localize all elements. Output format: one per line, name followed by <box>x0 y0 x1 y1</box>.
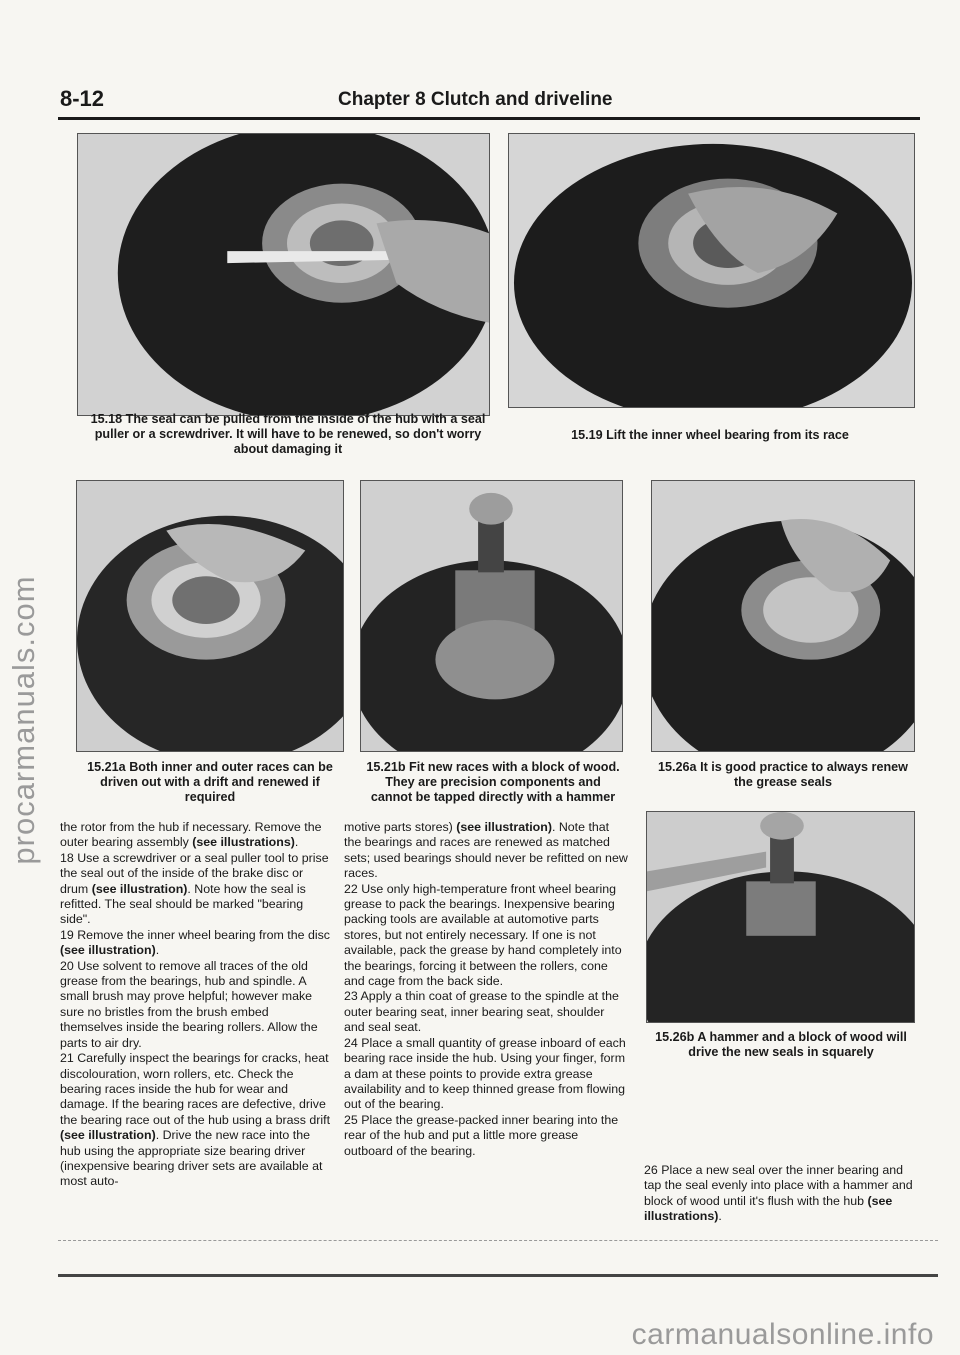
caption-text: Both inner and outer races can be driven out with a drift and renewed if required <box>100 760 333 804</box>
caption-text: Fit new races with a block of wood. They are precision components and cannot be tapped directly with a hammer <box>370 760 620 804</box>
caption-number: 15.21b <box>366 760 406 774</box>
footer-rule <box>58 1274 938 1277</box>
caption-text: A hammer and a block of wood will drive the new seals in squarely <box>688 1030 907 1059</box>
paragraph: 22 Use only high-temperature front wheel bearing grease to pack the bearings. Inexpensive bearing packing tools are available at automotive parts stores, but not entirely necessary. If one is not available, pack the grease by hand completely into the bearings, forcing it between the rollers, cone and cage from the back side. <box>344 881 622 989</box>
side-watermark-text: procarmanuals.com <box>6 575 41 865</box>
paragraph: 19 Remove the inner wheel bearing from the disc (see illustration). <box>60 927 330 958</box>
caption-number: 15.19 <box>571 428 603 442</box>
photo-15-26a <box>651 480 915 752</box>
page-header <box>58 84 920 120</box>
photo-15-18 <box>77 133 490 416</box>
caption-number: 15.18 <box>90 412 123 426</box>
paragraph: 25 Place the grease-packed inner bearing into the rear of the hub and put a little more grease outboard of the bearing. <box>344 1112 619 1158</box>
photo-15-26b <box>646 811 915 1023</box>
caption-number: 15.21a <box>87 760 126 774</box>
bottom-watermark: carmanualsonline.info <box>631 1318 934 1351</box>
page-number: 8-12 <box>60 86 105 111</box>
caption-text: The seal can be pulled from the inside of the hub with a seal puller or a screwdriver. It will have to be renewed, so don't worry about damaging it <box>94 412 486 456</box>
paragraph: 18 Use a screwdriver or a seal puller tool to prise the seal out of the inside of the brake disc or drum (see illustration). Note how the seal is refitted. The seal should be marked "bearing side". <box>60 850 329 927</box>
chapter-title: Chapter 8 Clutch and driveline <box>338 89 613 110</box>
photo-15-21a <box>76 480 344 752</box>
paragraph: the rotor from the hub if necessary. Remove the outer bearing assembly (see illustrations). <box>60 820 322 850</box>
caption-15-26b <box>648 1030 914 1060</box>
text-column-1 <box>60 820 332 1190</box>
photo-15-19 <box>508 133 915 408</box>
caption-text: It is good practice to always renew the grease seals <box>700 760 908 789</box>
caption-15-26a <box>652 760 914 790</box>
caption-15-21b <box>364 760 622 805</box>
paragraph: 21 Carefully inspect the bearings for cracks, heat discolouration, worn rollers, etc. Check the bearing races inside the hub for wear and damage. If the bearing races are defective, drive the bearing race out of the hub using a brass drift (see illustration). Drive the new race into the hub using the appropriate size bearing driver (inexpensive bearing driver sets are available at most auto- <box>60 1051 331 1189</box>
paragraph: 24 Place a small quantity of grease inboard of each bearing race inside the hub. Using your finger, form a dam at these points to provide extra grease availability and to keep thinned grease from flowing out of the bearing. <box>344 1035 626 1112</box>
caption-15-18 <box>88 412 488 457</box>
paragraph: motive parts stores) (see illustration). Note that the bearings and races are renewed as matched sets; used bearings should never be refitted on new races. <box>344 820 628 881</box>
caption-number: 15.26b <box>655 1030 695 1044</box>
caption-text: Lift the inner wheel bearing from its race <box>606 428 849 442</box>
paragraph: 26 Place a new seal over the inner bearing and tap the seal evenly into place with a hammer and block of wood until it's flush with the hub (see illustrations). <box>644 1163 913 1224</box>
paragraph: 23 Apply a thin coat of grease to the spindle at the outer bearing seat, inner bearing seat, shoulder and seal seat. <box>344 989 619 1035</box>
text-column-3 <box>644 1163 918 1225</box>
caption-15-19 <box>510 428 910 443</box>
paragraph: 20 Use solvent to remove all traces of the old grease from the bearings, hub and spindle. A small brush may prove helpful; however make sure no bristles from the brush embed themselves inside the bearing rollers. Allow the parts to air dry. <box>60 958 318 1050</box>
side-watermark <box>4 560 44 880</box>
text-column-2 <box>344 820 628 1159</box>
caption-15-21a <box>78 760 342 805</box>
dashed-rule <box>58 1240 938 1241</box>
photo-15-21b <box>360 480 623 752</box>
caption-number: 15.26a <box>658 760 697 774</box>
